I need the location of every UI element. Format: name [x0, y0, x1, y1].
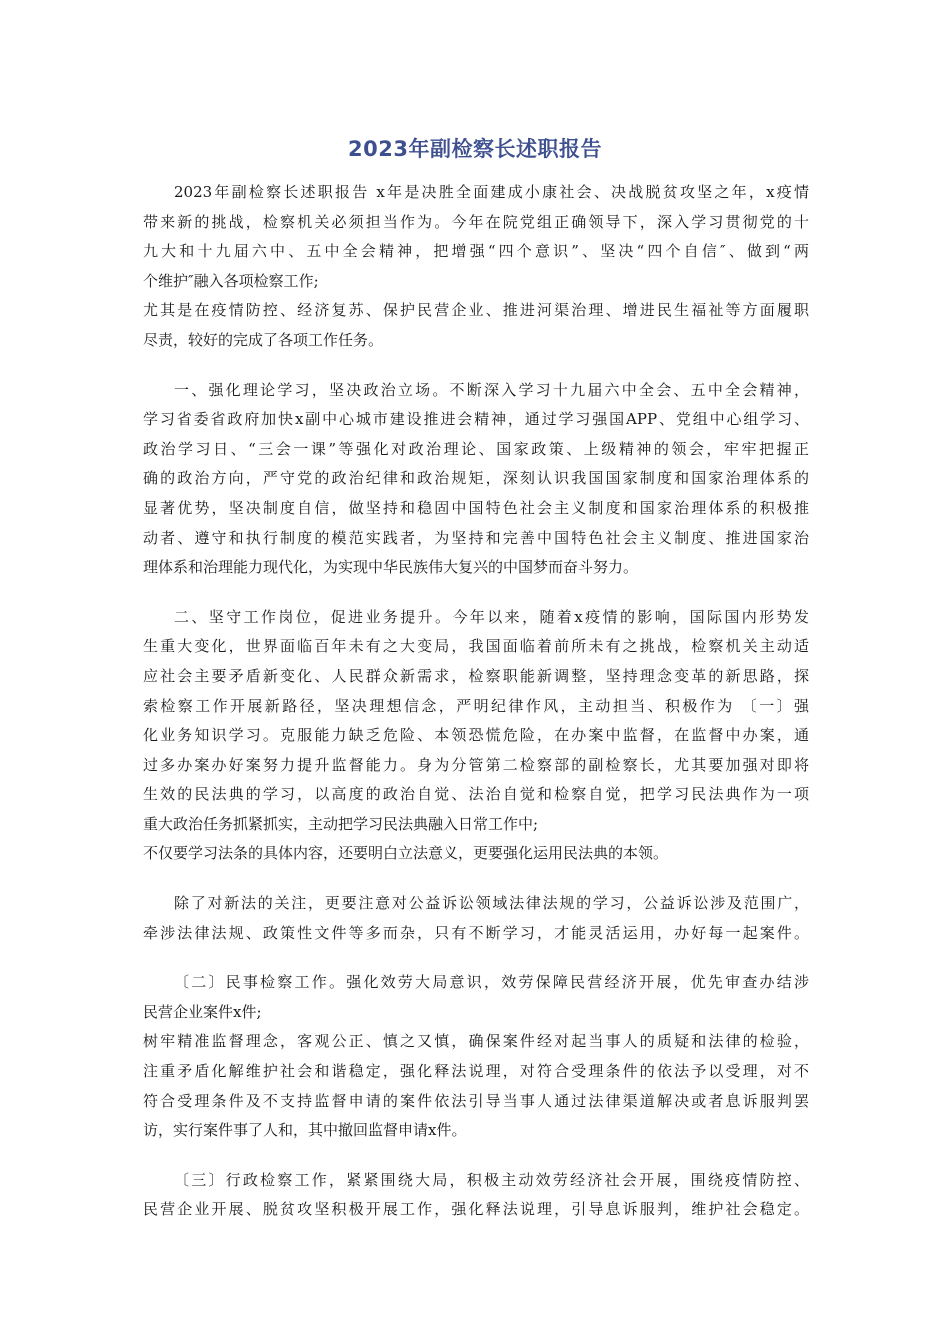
text-line: 访，实行案件事了人和，其中撤回监督申请x件。: [143, 1121, 467, 1140]
text-line: 〔三〕行政检察工作，紧紧围绕大局，积极主动效劳经济社会开展，围绕疫情防控、: [174, 1170, 809, 1189]
paragraph-administrative-procuratorial: [143, 1166, 809, 1225]
text-line: 确的政治方向，严守党的政治纪律和政治规矩，深刻认识我国国家制度和国家治理体系的: [143, 469, 809, 488]
text-line: 尤其是在疫情防控、经济复苏、保护民营企业、推进河渠治理、增进民生福祉等方面履职: [143, 301, 809, 320]
text-line: 政治学习日、“三会一课”等强化对政治理论、国家政策、上级精神的领会，牢牢把握正: [143, 439, 809, 458]
text-line: 牵涉法律法规、政策性文件等多而杂，只有不断学习，才能灵活运用，办好每一起案件。: [143, 923, 809, 942]
text-line: 动者、遵守和执行制度的模范实践者，为坚持和完善中国特色社会主义制度、推进国家治: [143, 528, 809, 547]
paragraph-civil-procuratorial: [143, 968, 809, 1146]
text-line: 民营企业案件x件;: [143, 1002, 262, 1021]
text-line: 个维护″融入各项检察工作;: [143, 271, 319, 290]
text-line: 理体系和治理能力现代化，为实现中华民族伟大复兴的中国梦而奋斗努力。: [143, 558, 639, 577]
text-line: 二、坚守工作岗位，促进业务提升。今年以来，随着x疫情的影响，国际国内形势发: [174, 607, 809, 626]
text-line: 显著优势，坚决制度自信，做坚持和稳固中国特色社会主义制度和国家治理体系的积极推: [143, 498, 809, 517]
paragraph-section-1: [143, 376, 809, 583]
text-line: 不仅要学习法条的具体内容，还要明白立法意义，更要强化运用民法典的本领。: [143, 844, 669, 863]
paragraph-public-interest: [143, 889, 809, 948]
text-line: 带来新的挑战，检察机关必须担当作为。今年在院党组正确领导下，深入学习贯彻党的十: [143, 212, 809, 231]
text-line: 注重矛盾化解维护社会和谐稳定，强化释法说理，对符合受理条件的依法予以受理，对不: [143, 1062, 809, 1081]
text-line: 过多办案办好案努力提升监督能力。身为分管第二检察部的副检察长，尤其要加强对即将: [143, 755, 809, 774]
text-line: 重大政治任务抓紧抓实，主动把学习民法典融入日常工作中;: [143, 814, 539, 833]
text-line: 除了对新法的关注，更要注意对公益诉讼领域法律法规的学习，公益诉讼涉及范围广，: [174, 894, 809, 913]
paragraph-intro: [143, 178, 809, 356]
document-body: [143, 178, 809, 1245]
text-line: 树牢精准监督理念，客观公正、慎之又慎，确保案件经对起当事人的质疑和法律的检验，: [143, 1032, 809, 1051]
text-line: 学习省委省政府加快x副中心城市建设推进会精神，通过学习强国APP、党组中心组学习、: [143, 410, 809, 429]
text-line: 生重大变化，世界面临百年未有之大变局，我国面临着前所未有之挑战，检察机关主动适: [143, 637, 809, 656]
text-line: 化业务知识学习。克服能力缺乏危险、本领恐慌危险，在办案中监督，在监督中办案，通: [143, 726, 809, 745]
text-line: 2023年副检察长述职报告 x年是决胜全面建成小康社会、决战脱贫攻坚之年，x疫情: [174, 183, 809, 201]
document-title: 2023年副检察长述职报告: [348, 137, 602, 161]
text-line: 九大和十九届六中、五中全会精神，把增强“四个意识”、坚决“四个自信″、做到“两: [143, 242, 809, 261]
text-line: 〔二〕民事检察工作。强化效劳大局意识，效劳保障民营经济开展，优先审查办结涉: [174, 973, 809, 992]
text-line: 符合受理条件及不支持监督申请的案件依法引导当事人通过法律渠道解决或者息诉服判罢: [143, 1091, 809, 1110]
text-line: 尽责，较好的完成了各项工作任务。: [143, 330, 384, 349]
text-line: 一、强化理论学习，坚决政治立场。不断深入学习十九届六中全会、五中全会精神，: [174, 380, 809, 399]
text-line: 索检察工作开展新路径，坚决理想信念，严明纪律作风，主动担当、积极作为 〔一〕强: [143, 696, 809, 715]
text-line: 生效的民法典的学习，以高度的政治自觉、法治自觉和检察自觉，把学习民法典作为一项: [143, 785, 809, 804]
text-line: 民营企业开展、脱贫攻坚积极开展工作，强化释法说理，引导息诉服判，维护社会稳定。: [143, 1200, 809, 1219]
paragraph-section-2: [143, 603, 809, 869]
text-line: 应社会主要矛盾新变化、人民群众新需求，检察职能新调整，坚持理念变革的新思路，探: [143, 666, 809, 685]
